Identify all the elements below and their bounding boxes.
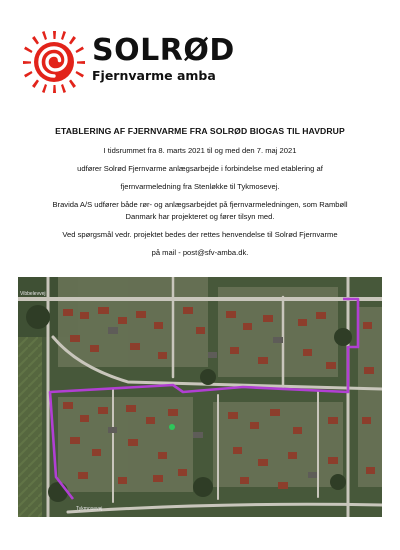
aerial-route-map [18, 277, 382, 517]
paragraph-line: Bravida A/S udfører både rør- og anlægsarbejdet på fjernvarmeledningen, som Rambøll [52, 200, 348, 209]
solrod-sun-logo-icon [22, 30, 86, 94]
brand-block [92, 33, 235, 84]
street-label: Vibbelevvej [20, 291, 46, 297]
paragraph-line: Danmark har projekteret og fører tilsyn med. [125, 212, 275, 221]
paragraph-line: udfører Solrød Fjernvarme anlægsarbejde i forbindelse med etablering af [77, 164, 323, 173]
paragraph-line: I tidsrummet fra 8. marts 2021 til og med den 7. maj 2021 [103, 146, 297, 155]
street-label: Tykmosevej [76, 506, 103, 512]
paragraph-line: på mail - post@sfv-amba.dk. [151, 248, 249, 257]
brand-name: SOLRØD [92, 33, 235, 68]
field-area [18, 337, 42, 517]
document-title: ETABLERING AF FJERNVARME FRA SOLRØD BIOGAS TIL HAVDRUP [55, 126, 345, 136]
brand-subtitle: Fjernvarme amba [92, 68, 216, 83]
paragraph-line: Ved spørgsmål vedr. projektet bedes der rettes henvendelse til Solrød Fjernvarme [62, 230, 338, 239]
paragraph-line: fjernvarmeledning fra Stenløkke til Tykmosevej. [120, 182, 280, 191]
